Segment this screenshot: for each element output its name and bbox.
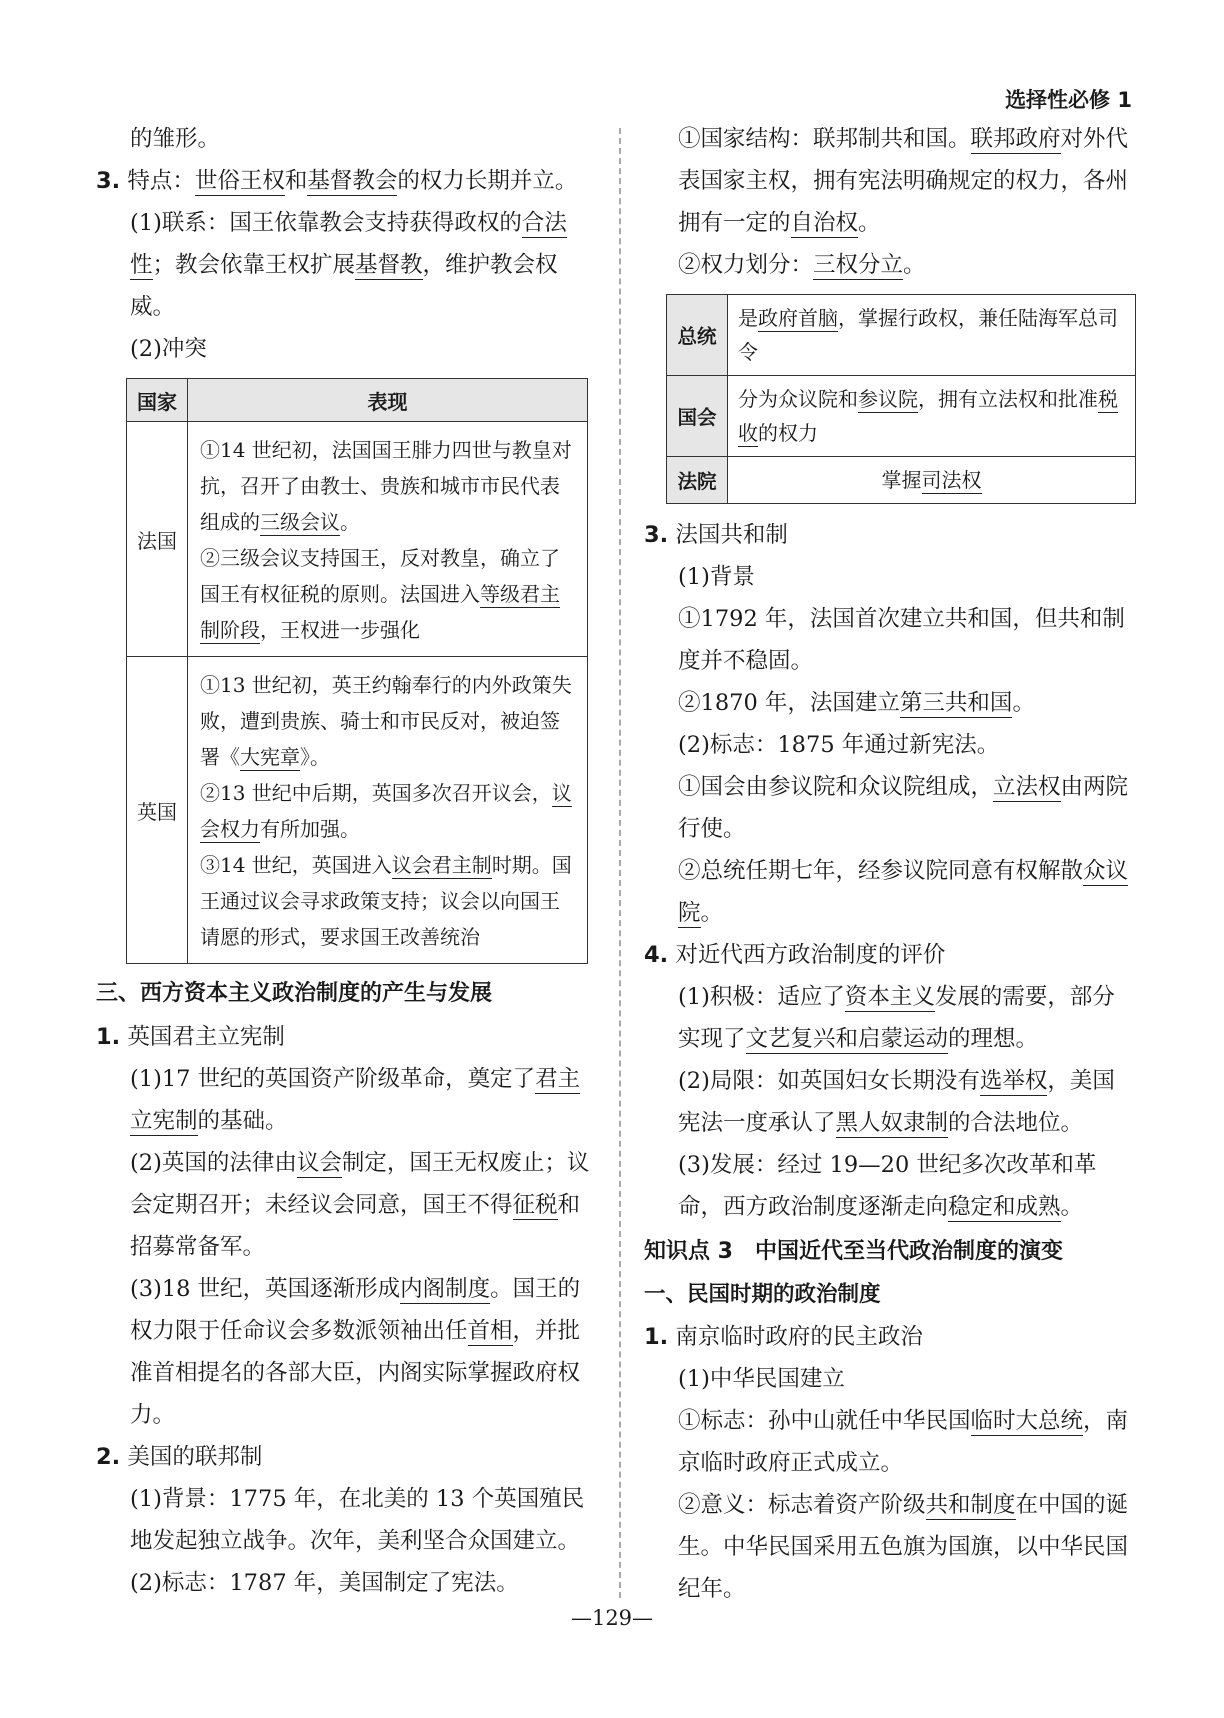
subheading: 1. 南京临时政府的民主政治 [644,1324,923,1350]
subheading: 2. 美国的联邦制 [96,1444,263,1470]
paragraph: ①国会由参议院和众议院组成，立法权由两院行使。 [678,774,1129,842]
table-key: 国会 [667,376,728,457]
paragraph: (2)标志：1787 年，美国制定了宪法。 [130,1570,519,1596]
paragraph: ①国家结构：联邦制共和国。联邦政府对外代表国家主权，拥有宪法明确规定的权力，各州拥有一定的自治权。 [678,126,1129,236]
paragraph: (2)英国的法律由议会制定，国王无权废止；议会定期召开；未经议会同意，国王不得征税和招募常备军。 [130,1150,590,1260]
paragraph: (1)背景 [678,564,755,590]
paragraph: (3)发展：经过 19—20 世纪多次改革和革命，西方政治制度逐渐走向稳定和成熟。 [678,1152,1097,1220]
paragraph: ②1870 年，法国建立第三共和国。 [678,690,1035,716]
subheading: 4. 对近代西方政治制度的评价 [644,942,946,968]
page-number: —129— [570,1606,654,1630]
conflict-table [126,378,588,964]
country-cell: 英国 [127,657,188,964]
table-header: 表现 [188,379,588,422]
paragraph: ②权力划分：三权分立。 [678,252,926,278]
table-row [127,422,588,657]
paragraph: (3)18 世纪，英国逐渐形成内阁制度。国王的权力限于任命议会多数派领袖出任首相，并批准首相提名的各部大臣，内阁实际掌握政府权力。 [130,1276,581,1428]
paragraph: ①标志：孙中山就任中华民国临时大总统，南京临时政府正式成立。 [678,1408,1129,1476]
paragraph: ①1792 年，法国首次建立共和国，但共和制度并不稳固。 [678,606,1125,674]
paragraph: (1)中华民国建立 [678,1366,845,1392]
paragraph: 的雏形。 [130,126,221,152]
country-cell: 法国 [127,422,188,657]
left-column [96,118,596,1604]
paragraph: (2)冲突 [130,336,207,362]
section-heading: 一、民国时期的政治制度 [644,1282,881,1307]
power-table [666,294,1136,504]
table-cell: ①13 世纪初，英王约翰奉行的内外政策失败，遭到贵族、骑士和市民反对，被迫签署《大宪章》。 ②13 世纪中后期，英国多次召开议会，议会权力有所加强。 ③14 世纪，英国进入议会君主制时期。国王通过议会寻求政策支持；议会以向国王请愿的形式，要求国王改善统治 [188,657,588,964]
table-header: 国家 [127,379,188,422]
table-cell: ①14 世纪初，法国国王腓力四世与教皇对抗，召开了由教士、贵族和城市市民代表组成的三级会议。 ②三级会议支持国王，反对教皇，确立了国王有权征税的原则。法国进入等级君主制阶段，王权进一步强化 [188,422,588,657]
table-row [667,457,1136,504]
table-row [667,295,1136,376]
paragraph: (2)局限：如英国妇女长期没有选举权，美国宪法一度承认了黑人奴隶制的合法地位。 [678,1068,1115,1136]
table-key: 法院 [667,457,728,504]
table-row [127,657,588,964]
subheading: 3. 法国共和制 [644,522,788,548]
paragraph: (1)17 世纪的英国资产阶级革命，奠定了君主立宪制的基础。 [130,1066,581,1134]
table-key: 总统 [667,295,728,376]
table-cell: 掌握司法权 [728,457,1136,504]
paragraph: (1)积极：适应了资本主义发展的需要，部分实现了文艺复兴和启蒙运动的理想。 [678,984,1115,1052]
column-divider [619,128,621,1598]
point-3-heading: 3. 特点：世俗王权和基督教会的权力长期并立。 [96,168,578,194]
section-heading: 三、西方资本主义政治制度的产生与发展 [96,981,493,1006]
paragraph: (1)背景：1775 年，在北美的 13 个英国殖民地发起独立战争。次年，美利坚合众国建立。 [130,1486,585,1554]
table-row [667,376,1136,457]
knowledge-point-heading: 知识点 3 中国近代至当代政治制度的演变 [644,1239,1063,1264]
paragraph: ②总统任期七年，经参议院同意有权解散众议院。 [678,858,1129,926]
subheading: 1. 英国君主立宪制 [96,1024,285,1050]
paragraph: ②意义：标志着资产阶级共和制度在中国的诞生。中华民国采用五色旗为国旗，以中华民国纪年。 [678,1492,1129,1602]
table-cell: 分为众议院和参议院，拥有立法权和批准税收的权力 [728,376,1136,457]
paragraph: (2)标志：1875 年通过新宪法。 [678,732,1000,758]
table-cell: 是政府首脑，掌握行政权，兼任陆海军总司令 [728,295,1136,376]
header-title: 选择性必修 1 [1005,88,1132,112]
paragraph: (1)联系：国王依靠教会支持获得政权的合法性；教会依靠王权扩展基督教，维护教会权威。 [130,210,567,320]
right-column [644,118,1134,1610]
